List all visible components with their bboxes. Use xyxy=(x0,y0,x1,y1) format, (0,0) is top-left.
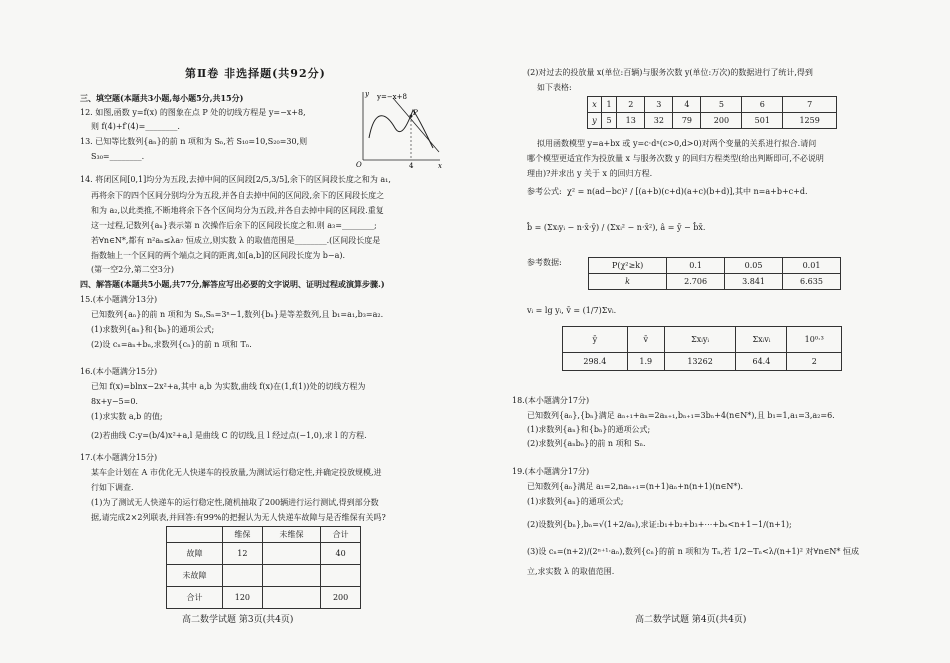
table-row xyxy=(167,587,361,609)
q16-line4: (2)若曲线 C:y=(b/4)x²+a,l 是曲线 C 的切线,且 l 经过点(−1,0),求 l 的方程. xyxy=(91,431,367,440)
q15-line3: (2)设 cₙ=aₙ+bₙ,求数列{cₙ}的前 n 项和 Tₙ. xyxy=(91,340,252,349)
fig-tangent-line xyxy=(393,98,439,152)
fig-x-label: x xyxy=(438,162,442,168)
fig-o-label: O xyxy=(356,161,362,168)
q18-heading: 18.(本小题满分17分) xyxy=(512,396,590,405)
table-row xyxy=(588,97,837,113)
table-cell: k xyxy=(589,274,667,290)
table-cell: 200 xyxy=(321,587,361,609)
table-cell: 1259 xyxy=(783,113,837,129)
q19-line2: (1)求数列{aₙ}的通项公式; xyxy=(527,497,624,506)
q17-part2-line1: (2)对过去的投放量 x(单位:百辆)与服务次数 y(单位:万次)的数据进行了统计,得到 xyxy=(527,68,813,77)
solution-heading: 四、解答题(本题共5小题,共77分,解答应写出必要的文字说明、证明过程或演算步骤.) xyxy=(80,279,385,289)
table-row xyxy=(589,274,841,290)
q17-model-line3: 理由)?并求出 y 关于 x 的回归方程. xyxy=(527,169,653,178)
table-cell: 0.1 xyxy=(667,258,725,274)
table-cell: 298.4 xyxy=(563,353,628,371)
table-cell: Σxᵢyᵢ xyxy=(664,327,736,353)
q18-line1: 已知数列{aₙ},{bₙ}满足 aₙ₊₁+aₙ=2aₙ₊₁,bₙ₊₁=3bₙ+4(n∈N*),且 b₁=1,a₁=3,a₂=6. xyxy=(527,411,835,420)
table-cell: v̄ xyxy=(627,327,664,353)
table-cell: 32 xyxy=(645,113,673,129)
q17-heading: 17.(本小题满分15分) xyxy=(80,453,158,462)
ref-formula-label: 参考公式: xyxy=(527,187,562,196)
q19-heading: 19.(本小题满分17分) xyxy=(512,467,590,476)
q19-line3: (2)设数列{bₙ},bₙ=√(1+2/aₙ),求证:b₁+b₂+b₃+⋯+bₙ<n+1−1/(n+1); xyxy=(527,520,792,529)
table-cell: 5 xyxy=(701,97,742,113)
fig-p-label: P xyxy=(413,109,418,117)
table-cell: 10⁰·³ xyxy=(787,327,842,353)
table-row xyxy=(563,327,842,353)
table-cell: 0.05 xyxy=(725,258,783,274)
chi-square-critical-table xyxy=(588,257,841,290)
right-page xyxy=(475,0,950,663)
table-cell: 40 xyxy=(321,543,361,565)
table-cell: Σxᵢvᵢ xyxy=(736,327,787,353)
table-cell: 2.706 xyxy=(667,274,725,290)
q17-line1: 某车企计划在 A 市优化无人快递车的投放量,为测试运行稳定性,并确定投放规模,进 xyxy=(91,468,382,477)
table-cell: 7 xyxy=(783,97,837,113)
table-cell: 3.841 xyxy=(725,274,783,290)
fig-y-label: y xyxy=(365,90,369,98)
table-cell: 6.635 xyxy=(783,274,841,290)
fig-curve xyxy=(369,110,433,148)
table-row xyxy=(563,353,842,371)
table-cell: 79 xyxy=(673,113,701,129)
q14-line5: 若∀n∈N*,都有 n²aₙ≤λa₇ 恒成立,则实数 λ 的取值范围是________.(区间段长度是 xyxy=(91,236,381,245)
fig-4-label: 4 xyxy=(409,162,414,168)
table-cell xyxy=(223,565,263,587)
q12-line2: 则 f(4)+f′(4)=________. xyxy=(91,122,180,131)
ref-formula-chi: χ² = n(ad−bc)² / [(a+b)(c+d)(a+c)(b+d)],其中 n=a+b+c+d. xyxy=(567,187,808,196)
xy-table xyxy=(587,96,837,129)
contingency-table xyxy=(166,526,361,609)
table-cell: 2 xyxy=(787,353,842,371)
table-cell: 1 xyxy=(601,97,616,113)
q17-model-line1: 拟用函数模型 y=a+bx 或 y=c·dˣ(c>0,d>0)对两个变量的关系进行拟合.请问 xyxy=(537,139,817,148)
table-row xyxy=(589,258,841,274)
table-cell xyxy=(262,565,320,587)
table-cell: x xyxy=(588,97,602,113)
table-cell xyxy=(321,565,361,587)
q14-line2: 再将余下的四个区间分别均分为五段,并各自去掉中间的区间段,余下的区间段长度之 xyxy=(91,191,385,200)
q14-line3: 和为 a₂,以此类推,不断地将余下各个区间均分为五段,并各自去掉中间的区间段.重复 xyxy=(91,206,384,215)
q18-line3: (2)求数列{aₙbₙ}的前 n 项和 Sₙ. xyxy=(527,439,646,448)
fill-in-heading: 三、填空题(本题共3小题,每小题5分,共15分) xyxy=(80,93,244,103)
table-cell: 故障 xyxy=(167,543,223,565)
table-cell: 3 xyxy=(645,97,673,113)
table-cell xyxy=(262,543,320,565)
vi-definition: vᵢ = lg yᵢ, v̄ = (1/7)Σvᵢ. xyxy=(527,306,617,315)
table-row xyxy=(588,113,837,129)
table-row xyxy=(167,543,361,565)
table-cell: ȳ xyxy=(563,327,628,353)
table-cell: 6 xyxy=(742,97,783,113)
table-cell: P(χ²≥k) xyxy=(589,258,667,274)
ref-data-label: 参考数据: xyxy=(527,258,562,267)
table-cell: 120 xyxy=(223,587,263,609)
q14-line1: 14. 将闭区间[0,1]均分为五段,去掉中间的区间段[2/5,3/5],余下的区间段长度之和为 a₁, xyxy=(80,175,391,184)
page-footer: 高二数学试题 第3页(共4页) xyxy=(182,615,294,625)
q17-part2-line2: 如下表格: xyxy=(537,83,572,92)
q13-line1: 13. 已知等比数列{aₙ}的前 n 项和为 Sₙ,若 S₁₀=10,S₂₀=30,则 xyxy=(80,137,308,146)
table-cell: 13 xyxy=(617,113,645,129)
q15-line1: 已知数列{aₙ}的前 n 项和为 Sₙ,Sₙ=3ⁿ−1,数列{bₙ}是等差数列,且 b₁=a₁,b₃=a₂. xyxy=(91,310,384,319)
table-cell: 12 xyxy=(223,543,263,565)
table-cell: 未维保 xyxy=(262,527,320,543)
table-cell: 200 xyxy=(701,113,742,129)
table-cell: 64.4 xyxy=(736,353,787,371)
table-row xyxy=(167,527,361,543)
table-cell xyxy=(167,527,223,543)
table-cell: 合计 xyxy=(321,527,361,543)
q15-line2: (1)求数列{aₙ}和{bₙ}的通项公式; xyxy=(91,325,215,334)
table-cell: y xyxy=(588,113,602,129)
fig-line-label: y=−x+8 xyxy=(377,93,407,101)
q19-line5: 立,求实数 λ 的取值范围. xyxy=(527,567,615,576)
table-cell: 4 xyxy=(673,97,701,113)
reference-data-table xyxy=(562,326,842,371)
q17-line2: 行如下调查. xyxy=(91,483,134,492)
q16-line1: 已知 f(x)=blnx−2x²+a,其中 a,b 为实数,曲线 f(x)在(1,f(1))处的切线方程为 xyxy=(91,382,366,391)
table-cell: 13262 xyxy=(664,353,736,371)
q12-line1: 12. 如图,函数 y=f(x) 的图象在点 P 处的切线方程是 y=−x+8, xyxy=(80,108,306,117)
q19-line4: (3)设 cₙ=(n+2)/(2ⁿ⁺¹·aₙ),数列{cₙ}的前 n 项和为 Tₙ,若 1/2−Tₙ<λ/(n+1)² 对∀n∈N* 恒成 xyxy=(527,547,859,556)
q16-line3: (1)求实数 a,b 的值; xyxy=(91,412,163,421)
q17-line3: (1)为了测试无人快递车的运行稳定性,随机抽取了200辆进行运行测试,得到部分数 xyxy=(91,498,379,507)
table-cell: 合计 xyxy=(167,587,223,609)
q18-line2: (1)求数列{aₙ}和{bₙ}的通项公式; xyxy=(527,425,651,434)
table-cell: 1.9 xyxy=(627,353,664,371)
q17-model-line2: 哪个模型更适宜作为投放量 x 与服务次数 y 的回归方程类型(给出判断即可,不必说明 xyxy=(527,154,824,163)
page-footer: 高二数学试题 第4页(共4页) xyxy=(635,615,747,625)
table-cell: 2 xyxy=(617,97,645,113)
table-cell: 501 xyxy=(742,113,783,129)
q19-line1: 已知数列{aₙ}满足 a₁=2,naₙ₊₁=(n+1)aₙ+n(n+1)(n∈N*). xyxy=(527,482,744,491)
q13-line2: S₃₀=________. xyxy=(91,152,145,161)
table-cell: 维保 xyxy=(223,527,263,543)
q17-line4: 据,请完成2×2列联表,并回答:有99%的把握认为无人快递车故障与是否维保有关吗? xyxy=(91,513,386,522)
ref-formula-regression: b̂ = (Σxᵢyᵢ − n·x̄·ȳ) / (Σxᵢ² − n·x̄²), â = ȳ − b̂x̄. xyxy=(527,223,706,232)
q15-heading: 15.(本小题满分13分) xyxy=(80,295,158,304)
q14-line6: 指数轴上一个区间的两个端点之间的距离,如[a,b]的区间段长度为 b−a). xyxy=(91,251,346,260)
table-cell xyxy=(262,587,320,609)
table-cell: 0.01 xyxy=(783,258,841,274)
q14-note: (第一空2分,第二空3分) xyxy=(91,265,174,274)
q14-line4: 这一过程,记数列{aₙ}表示第 n 次操作后余下的区间段长度之和.则 a₃=________; xyxy=(91,221,377,230)
q16-line2: 8x+y−5=0. xyxy=(91,397,138,406)
q12-function-figure xyxy=(355,88,445,168)
q16-heading: 16.(本小题满分15分) xyxy=(80,367,158,376)
table-cell: 5 xyxy=(601,113,616,129)
section-title: 第Ⅱ卷 非选择题(共92分) xyxy=(185,67,326,80)
table-row xyxy=(167,565,361,587)
table-cell: 未故障 xyxy=(167,565,223,587)
